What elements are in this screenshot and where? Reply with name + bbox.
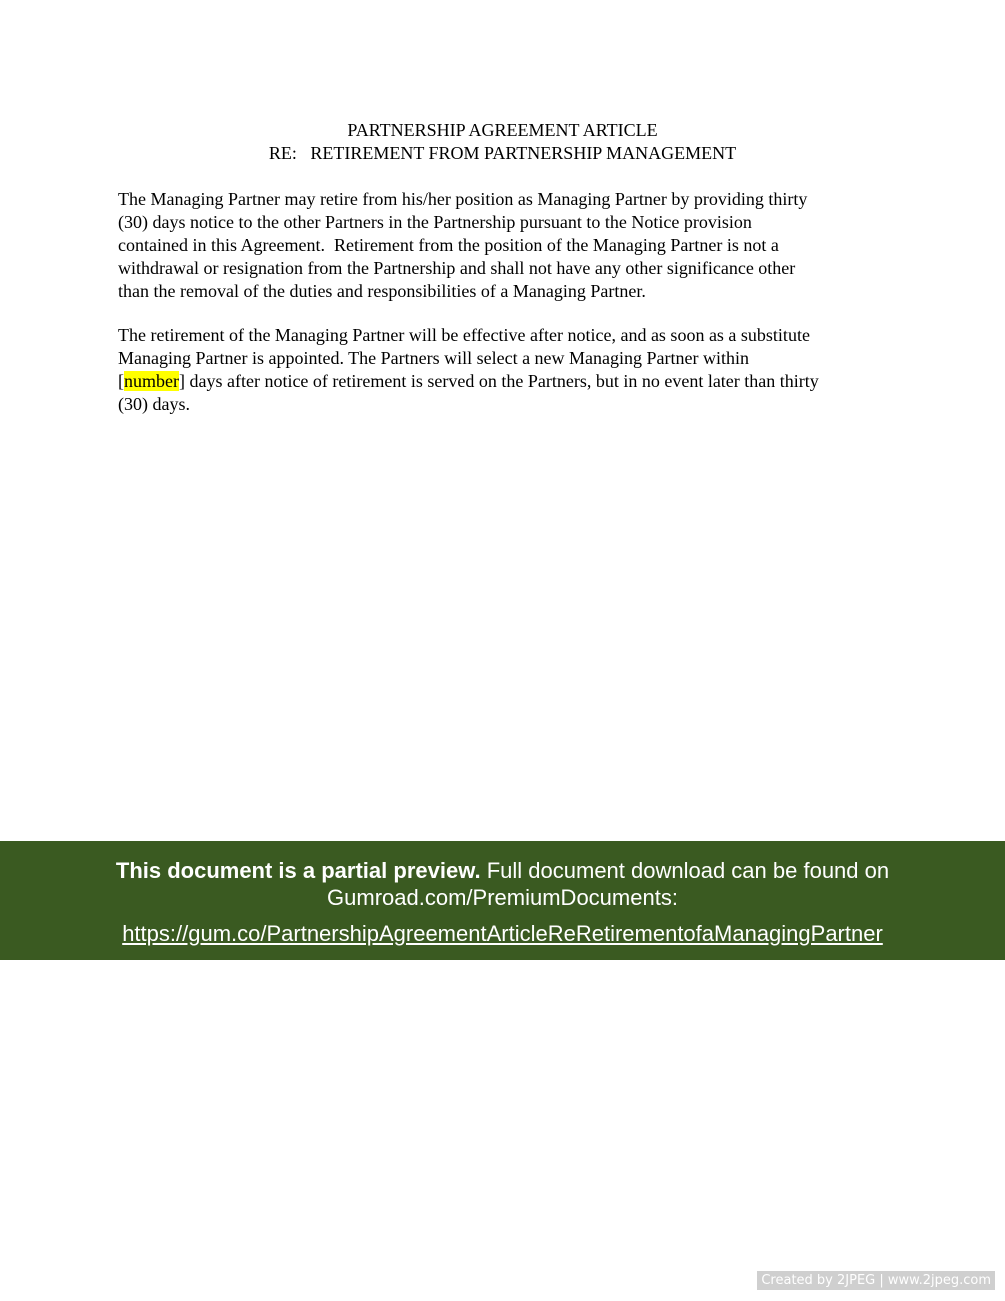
banner-text: Full document download can be found on (480, 858, 890, 883)
paragraph-line: The retirement of the Managing Partner will be effective after notice, and as soon as a substitute (118, 325, 810, 345)
paragraph-line: than the removal of the duties and responsibilities of a Managing Partner. (118, 281, 646, 301)
paragraph-line: (30) days. (118, 394, 190, 414)
watermark-badge: Created by 2JPEG | www.2jpeg.com (757, 1271, 995, 1290)
paragraph-line: The Managing Partner may retire from his/her position as Managing Partner by providing thirty (118, 189, 808, 209)
bracket-open: [ (118, 371, 124, 391)
paragraph-line: withdrawal or resignation from the Partnership and shall not have any other significance other (118, 258, 796, 278)
number-placeholder: number (124, 371, 179, 391)
banner-message-line-2: Gumroad.com/PremiumDocuments: (327, 885, 678, 910)
document-title: PARTNERSHIP AGREEMENT ARTICLE (347, 120, 658, 140)
line-text: ] days after notice of retirement is served on the Partners, but in no event later than thirty (178, 371, 819, 391)
banner-message (0, 857, 1005, 884)
paragraph-line: contained in this Agreement. Retirement from the position of the Managing Partner is not a (118, 235, 779, 255)
banner-link-row (0, 920, 1005, 947)
download-link[interactable]: https://gum.co/PartnershipAgreementArticleReRetirementofaManagingPartner (122, 921, 883, 946)
paragraph-retirement-notice (118, 188, 893, 303)
preview-banner (0, 841, 1005, 960)
paragraph-line (118, 370, 893, 393)
banner-bold-text: This document is a partial preview. (115, 858, 481, 883)
paragraph-line: Managing Partner is appointed. The Partners will select a new Managing Partner within (118, 348, 750, 368)
document-subtitle: RE: RETIREMENT FROM PARTNERSHIP MANAGEMENT (268, 143, 737, 163)
paragraph-retirement-effective (118, 324, 893, 416)
paragraph-line: (30) days notice to the other Partners in the Partnership pursuant to the Notice provision (118, 212, 752, 232)
